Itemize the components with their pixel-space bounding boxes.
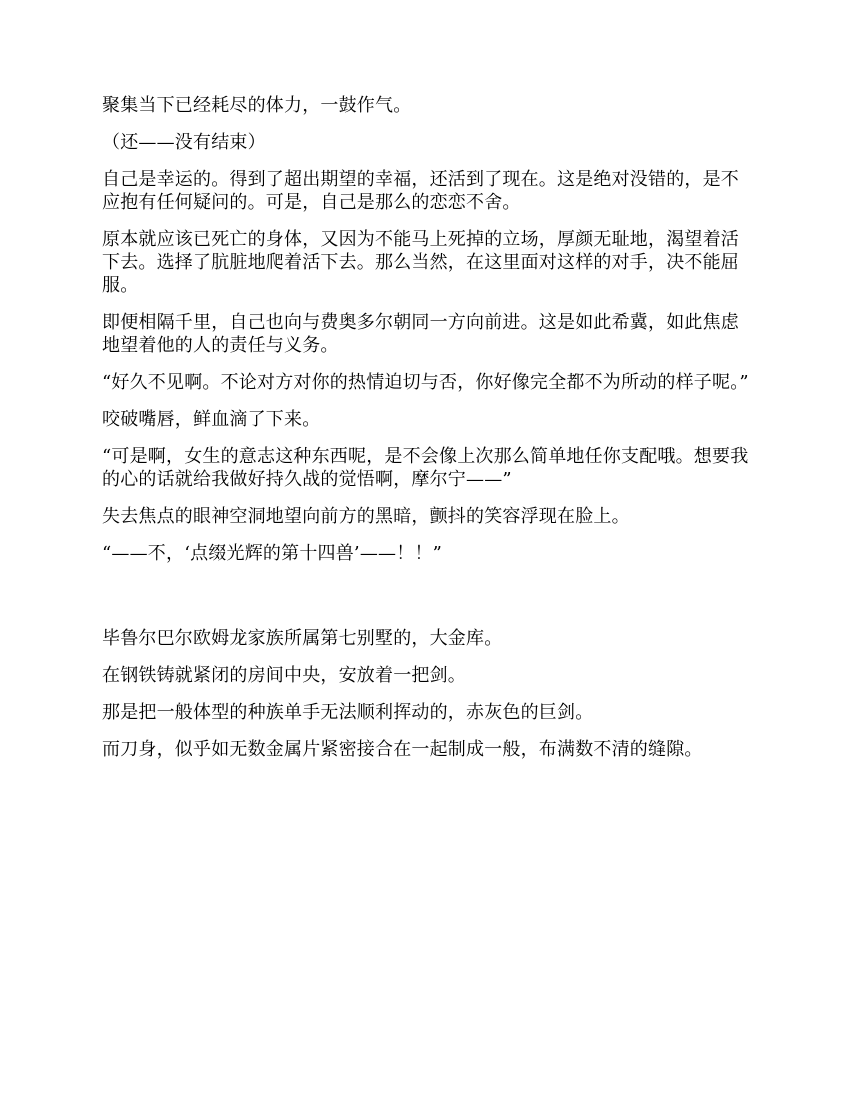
paragraph: 而刀身，似乎如无数金属片紧密接合在一起制成一般，布满数不清的缝隙。 (102, 739, 703, 760)
paragraph: 在钢铁铸就紧闭的房间中央，安放着一把剑。 (102, 665, 466, 686)
paragraph: “可是啊，女生的意志这种东西呢，是不会像上次那么简单地任你支配哦。想要我的心的话就给我做好持久战的觉悟啊，摩尔宁——” (102, 446, 749, 490)
paragraph: 咬破嘴唇，鲜血滴了下来。 (102, 409, 321, 430)
paragraph: 失去焦点的眼神空洞地望向前方的黑暗，颤抖的笑容浮现在脸上。 (102, 506, 630, 527)
paragraph: 即便相隔千里，自己也向与费奥多尔朝同一方向前进。这是如此希冀，如此焦虑地望着他的人的责任与义务。 (102, 312, 739, 356)
section-break (102, 579, 752, 627)
paragraph: 聚集当下已经耗尽的体力，一鼓作气。 (102, 95, 412, 116)
paragraph: 那是把一般体型的种族单手无法顺利挥动的，赤灰色的巨剑。 (102, 702, 594, 723)
document-body (102, 94, 752, 775)
paragraph: “——不，‘点缀光辉的第十四兽’——！！” (102, 543, 443, 564)
paragraph: （还——没有结束） (102, 132, 266, 153)
paragraph: 自己是幸运的。得到了超出期望的幸福，还活到了现在。这是绝对没错的，是不应抱有任何疑问的。可是，自己是那么的恋恋不舍。 (102, 169, 739, 213)
paragraph: 原本就应该已死亡的身体，又因为不能马上死掉的立场，厚颜无耻地，渴望着活下去。选择了肮脏地爬着活下去。那么当然，在这里面对这样的对手，决不能屈服。 (102, 229, 739, 296)
paragraph: “好久不见啊。不论对方对你的热情迫切与否，你好像完全都不为所动的样子呢。” (102, 372, 749, 393)
paragraph: 毕鲁尔巴尔欧姆龙家族所属第七别墅的，大金库。 (102, 628, 503, 649)
